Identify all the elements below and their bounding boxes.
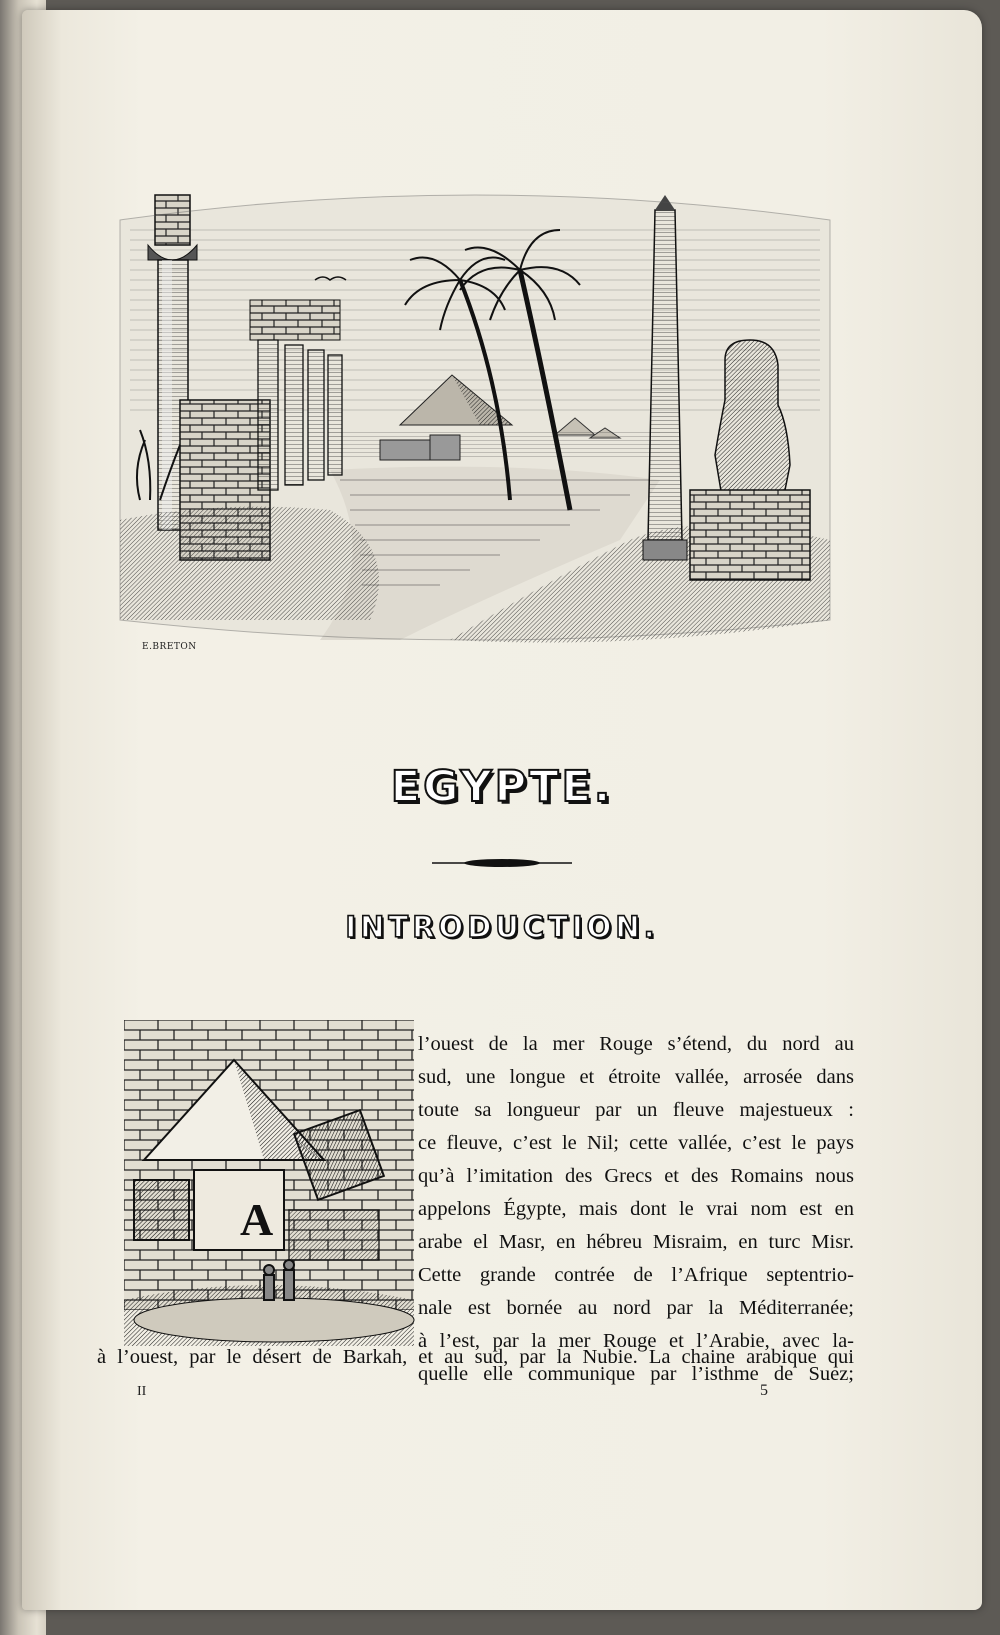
engraving-illustration bbox=[100, 180, 850, 650]
intro-paragraph bbox=[418, 1028, 854, 1391]
text-line-full-width: à l’ouest, par le désert de Barkah, et au sud, par la Nubie. La chaine arabique qui bbox=[97, 1346, 854, 1368]
dropcap-illustration bbox=[114, 1020, 424, 1346]
text-line: arabe el Masr, en hébreu Misraim, en turc Misr. bbox=[418, 1231, 854, 1253]
text-line: appelons Égypte, mais dont le vrai nom est en bbox=[418, 1198, 854, 1220]
section-title: INTRODUCTION. bbox=[345, 910, 659, 944]
illustration-credit-left: E.BRETON bbox=[142, 642, 197, 652]
dropcap-letter: A bbox=[240, 1194, 274, 1245]
text-line: nale est bornée au nord par la Méditerranée; bbox=[418, 1297, 854, 1319]
signature-mark: II bbox=[137, 1384, 147, 1399]
text-line: l’ouest de la mer Rouge s’étend, du nord au bbox=[418, 1033, 854, 1055]
text-line: à l’est, par la mer Rouge et l’Arabie, avec la- bbox=[418, 1330, 854, 1352]
text-line: toute sa longueur par un fleuve majestueux : bbox=[418, 1099, 854, 1121]
text-line: quelle elle communique par l’isthme de Suez; bbox=[418, 1363, 854, 1385]
chapter-title: EGYPTE. bbox=[390, 762, 614, 812]
ornamental-rule bbox=[432, 858, 572, 868]
page-number: 5 bbox=[760, 1382, 768, 1399]
book-page bbox=[22, 10, 982, 1610]
text-line: Cette grande contrée de l’Afrique septentrio- bbox=[418, 1264, 854, 1286]
text-line: sud, une longue et étroite vallée, arrosée dans bbox=[418, 1066, 854, 1088]
text-line: qu’à l’imitation des Grecs et des Romains nous bbox=[418, 1165, 854, 1187]
text-line: ce fleuve, c’est le Nil; cette vallée, c’est le pays bbox=[418, 1132, 854, 1154]
